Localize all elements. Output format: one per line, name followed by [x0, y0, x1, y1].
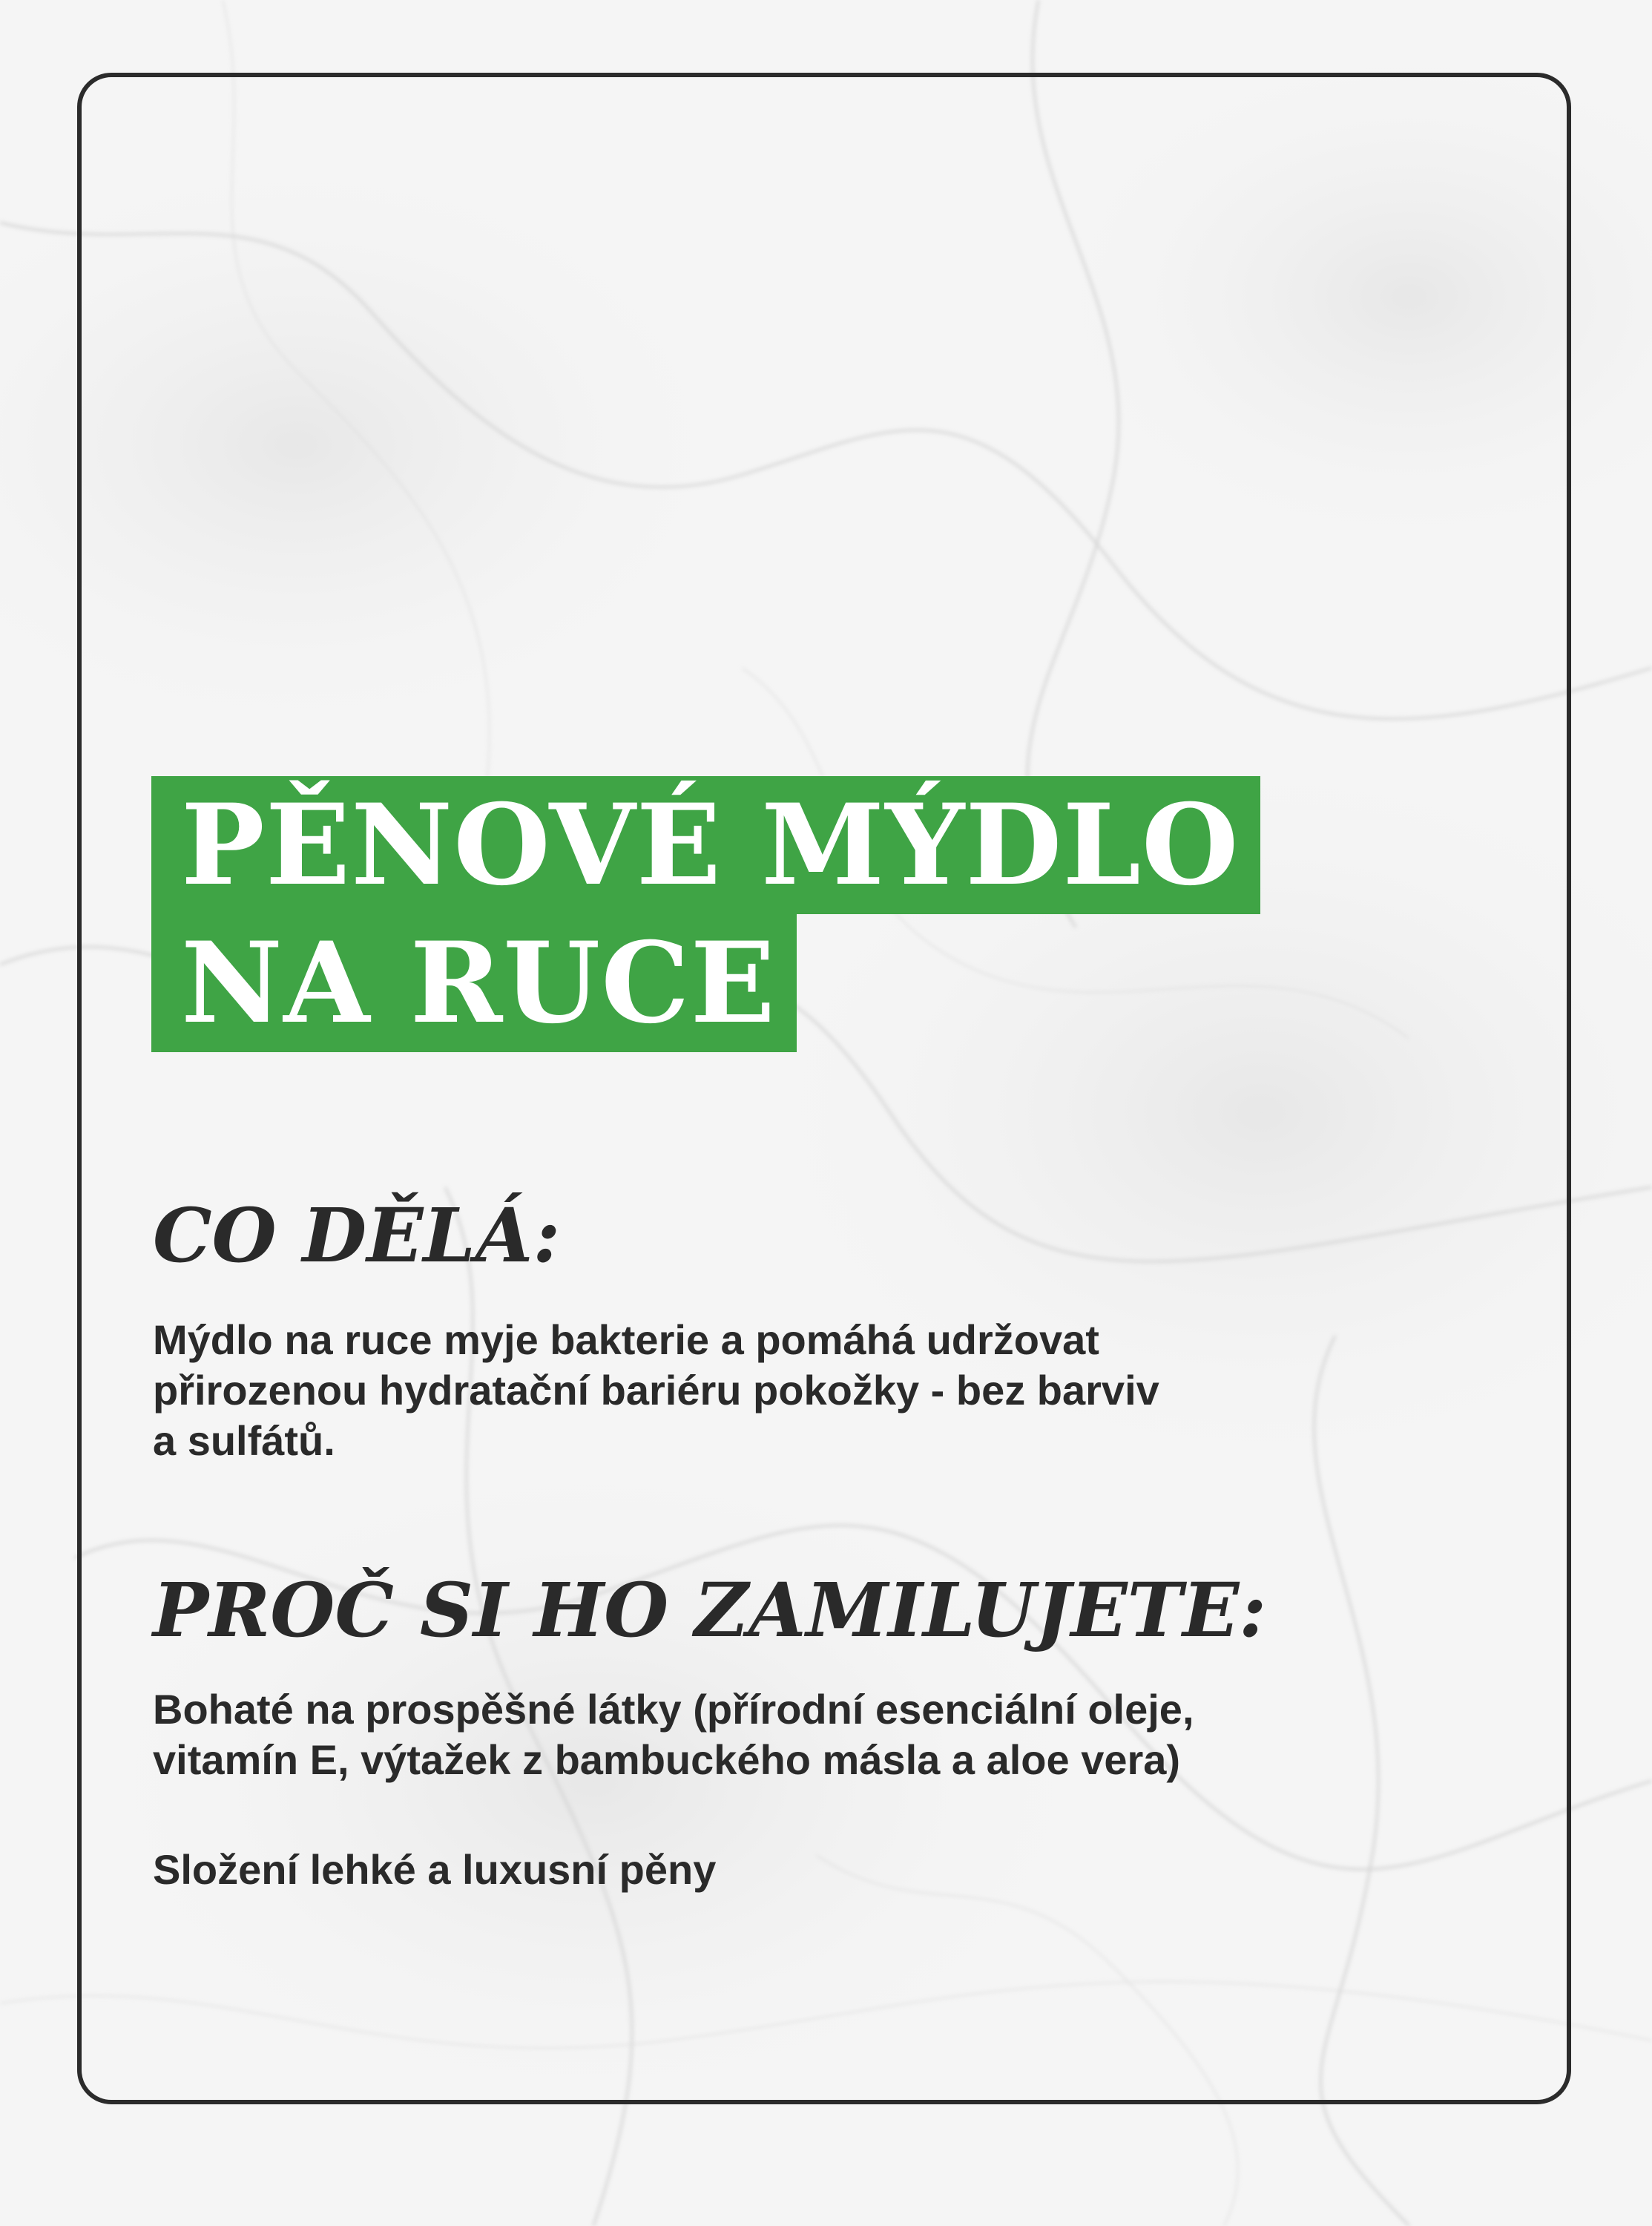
- title-line-1: PĚNOVÉ MÝDLO: [151, 776, 1260, 914]
- text-line: a sulfátů.: [153, 1417, 335, 1464]
- why-love-paragraph-2: [153, 1845, 1488, 1895]
- text-line: přirozenou hydratační bariéru pokožky - bez barviv: [153, 1367, 1159, 1414]
- section-heading-why-youll-love-it: PROČ SI HO ZAMILUJETE:: [153, 1566, 1267, 1654]
- what-it-does-paragraph: [153, 1315, 1488, 1466]
- text-line: vitamín E, výtažek z bambuckého másla a aloe vera): [153, 1736, 1181, 1783]
- section-heading-what-it-does: CO DĚLÁ:: [153, 1192, 561, 1279]
- why-love-paragraph-1: [153, 1684, 1488, 1785]
- card-frame: [77, 73, 1571, 2104]
- text-line: Mýdlo na ruce myje bakterie a pomáhá udržovat: [153, 1316, 1099, 1363]
- title-line-2: NA RUCE: [151, 914, 797, 1052]
- text-line: Bohaté na prospěšné látky (přírodní esenciální oleje,: [153, 1686, 1194, 1733]
- product-title: [151, 776, 1412, 1052]
- text-line: Složení lehké a luxusní pěny: [153, 1846, 717, 1893]
